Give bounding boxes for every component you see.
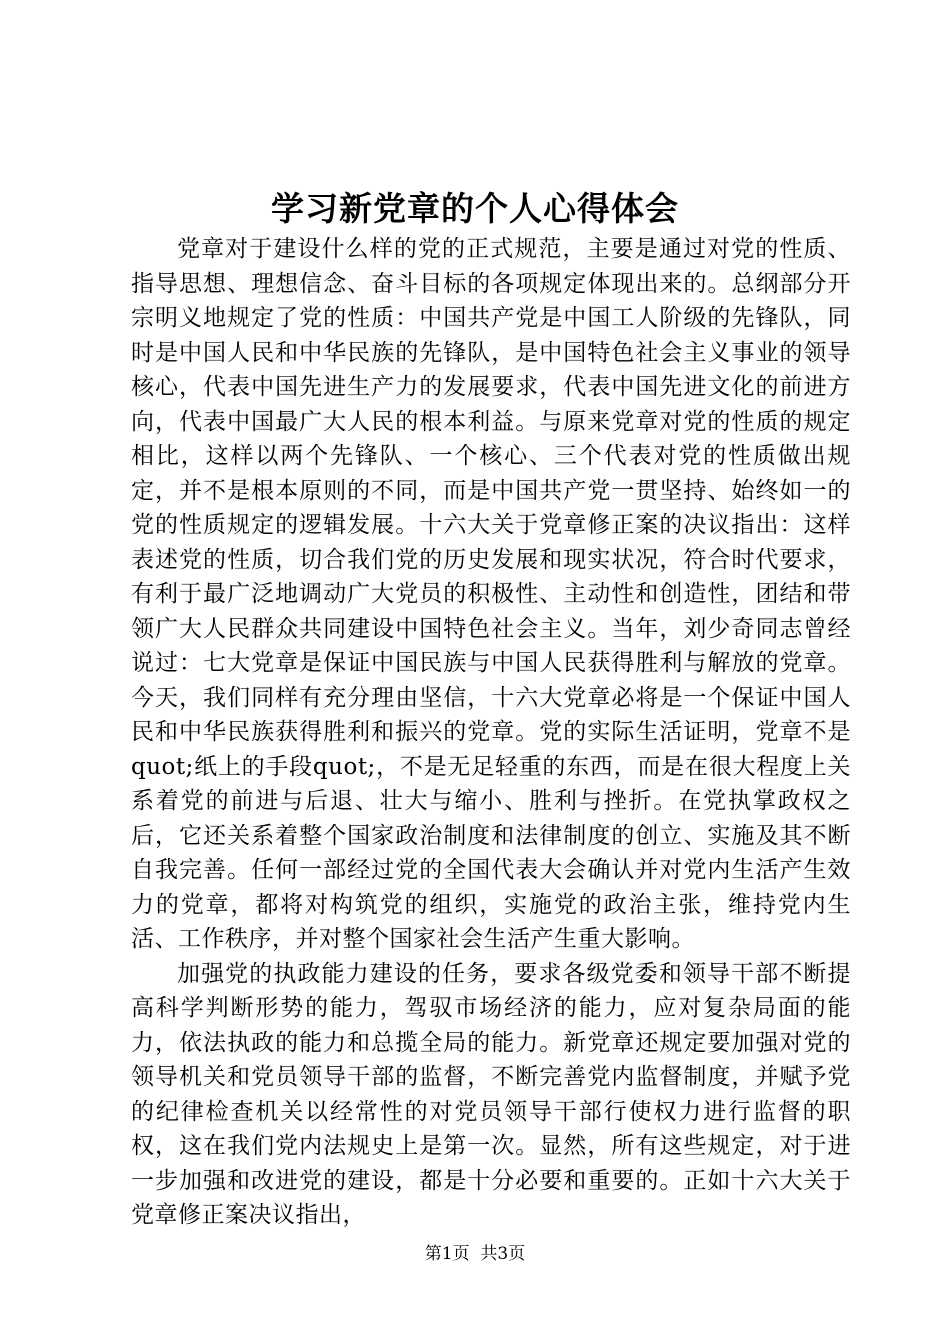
paragraph-2: 加强党的执政能力建设的任务，要求各级党委和领导干部不断提高科学判断形势的能力，驾驭市场经济的能力，应对复杂局面的能力，依法执政的能力和总揽全局的能力。新党章还规定要加强对党的领导机关和党员领导干部的监督，不断完善党内监督制度，并赋予党的纪律检查机关以经常性的对党员领导干部行使权力进行监督的职权，这在我们党内法规史上是第一次。显然，所有这些规定，对于进一步加强和改进党的建设，都是十分必要和重要的。正如十六大关于党章修正案决议指出， (131, 960, 851, 1228)
document-title: 学习新党章的个人心得体会 (271, 189, 679, 228)
page-total: 共3页 (480, 1244, 526, 1264)
page-footer (0, 1242, 950, 1266)
page-number: 第1页 (424, 1244, 470, 1264)
document-body (131, 232, 851, 1233)
paragraph-1: 党章对于建设什么样的党的正式规范，主要是通过对党的性质、指导思想、理想信念、奋斗目标的各项规定体现出来的。总纲部分开宗明义地规定了党的性质：中国共产党是中国工人阶级的先锋队，同时是中国人民和中华民族的先锋队，是中国特色社会主义事业的领导核心，代表中国先进生产力的发展要求，代表中国先进文化的前进方向，代表中国最广大人民的根本利益。与原来党章对党的性质的规定相比，这样以两个先锋队、一个核心、三个代表对党的性质做出规定，并不是根本原则的不同，而是中国共产党一贯坚持、始终如一的党的性质规定的逻辑发展。十六大关于党章修正案的决议指出：这样表述党的性质，切合我们党的历史发展和现实状况，符合时代要求，有利于最广泛地调动广大党员的积极性、主动性和创造性，团结和带领广大人民群众共同建设中国特色社会主义。当年，刘少奇同志曾经说过：七大党章是保证中国民族与中国人民获得胜利与解放的党章。今天，我们同样有充分理由坚信，十六大党章必将是一个保证中国人民和中华民族获得胜利和振兴的党章。党的实际生活证明，党章不是quot;纸上的手段quot;，不是无足轻重的东西，而是在很大程度上关系着党的前进与后退、壮大与缩小、胜利与挫折。在党执掌政权之后，它还关系着整个国家政治制度和法律制度的创立、实施及其不断自我完善。任何一部经过党的全国代表大会确认并对党内生活产生效力的党章，都将对构筑党的组织，实施党的政治主张，维持党内生活、工作秩序，并对整个国家社会生活产生重大影响。 (131, 236, 851, 952)
